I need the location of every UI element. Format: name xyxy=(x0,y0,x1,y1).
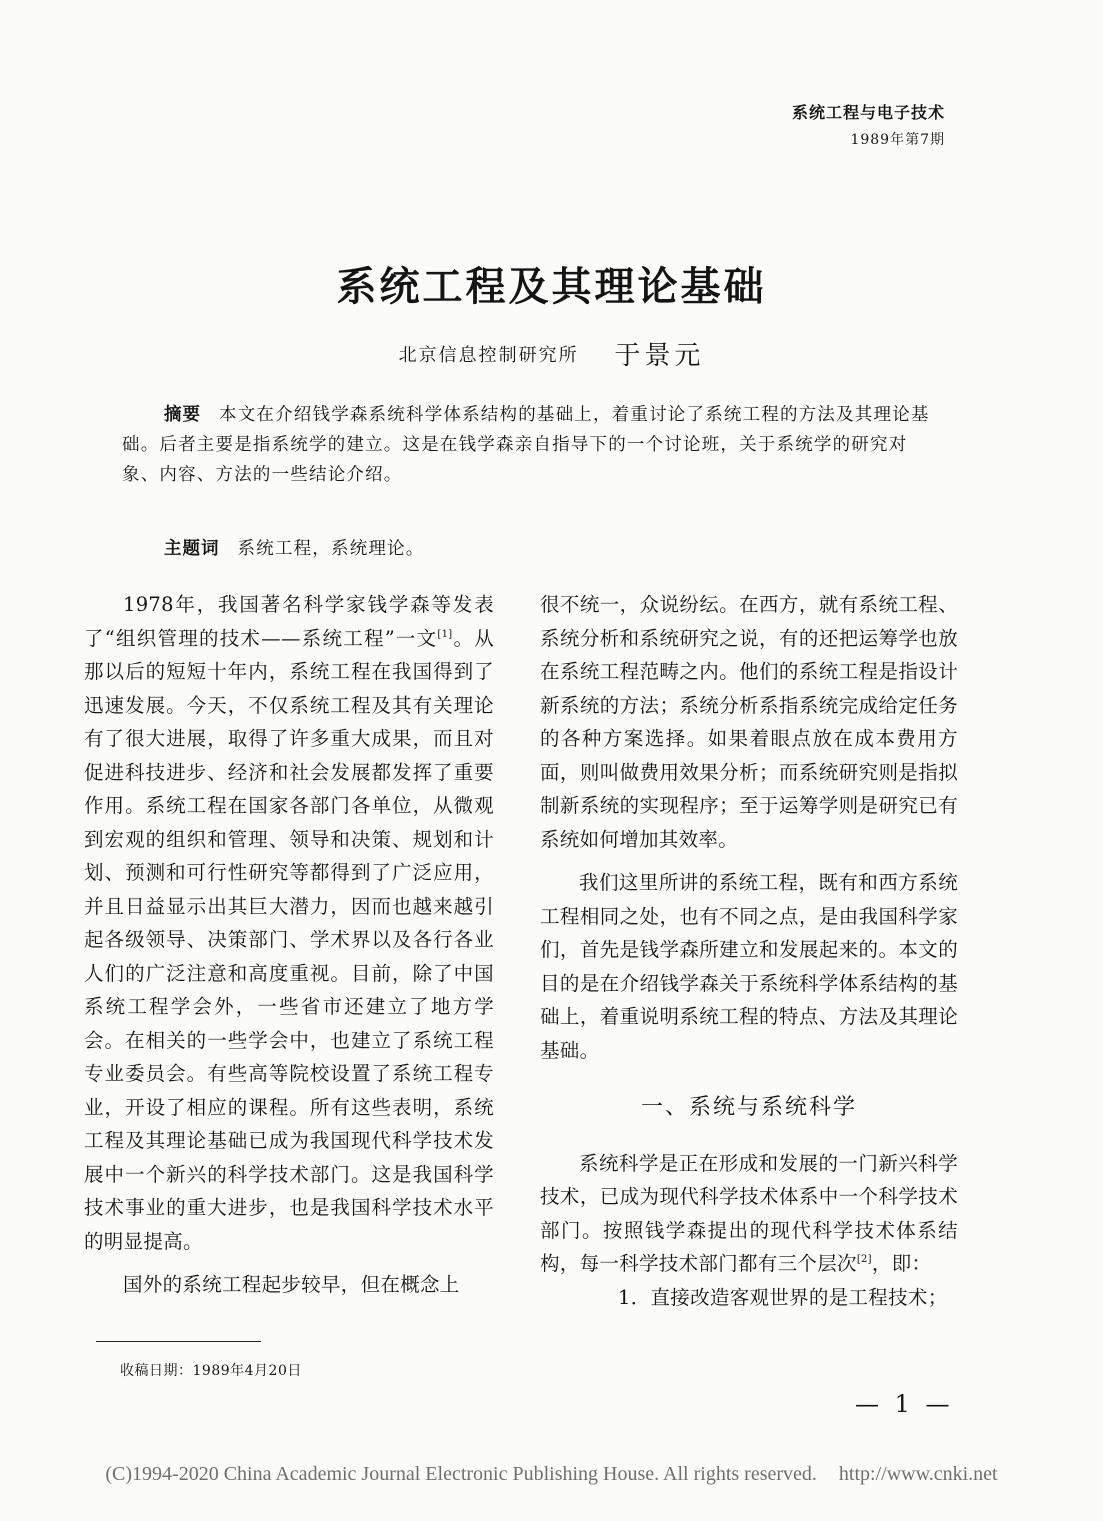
page-number: — 1 — xyxy=(855,1390,954,1418)
paragraph: 国外的系统工程起步较早，但在概念上 xyxy=(123,1273,460,1296)
byline xyxy=(0,335,1103,372)
keywords xyxy=(164,535,425,560)
footnote: 收稿日期：1989年4月20日 xyxy=(120,1363,302,1379)
paragraph-text: 系统科学是正在形成和发展的一门新兴科学技术，已成为现代科学技术体系中一个科学技术部门。按照钱学森提出的现代科学技术体系结构，每一科学技术部门都有三个层次 xyxy=(540,1151,958,1275)
citation-ref: [2] xyxy=(856,1254,872,1265)
left-column xyxy=(84,588,494,1302)
paragraph-text: 1978年，我国著名科学家钱学森等发表了“组织管理的技术——系统工程”一文 xyxy=(84,593,494,650)
journal-header xyxy=(792,100,945,149)
paragraph: 很不统一，众说纷纭。在西方，就有系统工程、系统分析和系统研究之说，有的还把运筹学也放在系统工程范畴之内。他们的系统工程是指设计新系统的方法；系统分析系指系统完成给定任务的各种方案选择。如果着眼点放在成本费用方面，则叫做费用效果分析；而系统研究则是指拟制新系统的实现程序；至于运筹学则是研究已有系统如何增加其效率。 xyxy=(540,593,958,851)
copyright-text: (C)1994-2020 China Academic Journal Electronic Publishing House. All rights reserved. xyxy=(105,1463,817,1485)
keywords-text: 系统工程，系统理论。 xyxy=(237,539,425,559)
copyright-footer xyxy=(0,1463,1103,1486)
abstract-text: 本文在介绍钱学森系统科学体系结构的基础上，着重讨论了系统工程的方法及其理论基础。后者主要是指系统学的建立。这是在钱学森亲自指导下的一个讨论班，关于系统学的研究对象、内容、方法的一些结论介绍。 xyxy=(122,405,930,485)
paragraph-text: ，即： xyxy=(871,1252,932,1275)
footnote-divider xyxy=(96,1341,261,1342)
paragraph xyxy=(540,1147,958,1281)
footer-url: http://www.cnki.net xyxy=(838,1463,998,1485)
keywords-label: 主题词 xyxy=(164,539,220,559)
abstract xyxy=(122,400,942,490)
section-heading: 一、系统与系统科学 xyxy=(640,1095,857,1120)
paragraph-text: 。从那以后的短短十年内，系统工程在我国得到了迅速发展。今天，不仅系统工程及其有关理论有了很大进展，取得了许多重大成果，而且对促进科技进步、经济和社会发展都发挥了重要作用。系统工程在国家各部门各单位，从微观到宏观的组织和管理、领导和决策、规划和计划、预测和可行性研究等都得到了广泛应用，并且日益显示出其巨大潜力，因而也越来越引起各级领导、决策部门、学术界以及各行各业人们的广泛注意和高度重视。目前，除了中国系统工程学会外，一些省市还建立了地方学会。在相关的一些学会中，也建立了系统工程专业委员会。有些高等院校设置了系统工程专业，开设了相应的课程。所有这些表明，系统工程及其理论基础已成为我国现代科学技术发展中一个新兴的科学技术部门。这是我国科学技术事业的重大进步，也是我国科学技术水平的明显提高。 xyxy=(84,626,494,1253)
right-column xyxy=(540,588,958,1314)
abstract-label: 摘要 xyxy=(164,405,201,425)
journal-issue: 1989年第7期 xyxy=(850,132,945,148)
article-title: 系统工程及其理论基础 xyxy=(336,264,767,310)
citation-ref: [1] xyxy=(437,628,453,640)
author-institution: 北京信息控制研究所 xyxy=(398,345,579,366)
author-name: 于景元 xyxy=(614,341,705,371)
paragraph: 我们这里所讲的系统工程，既有和西方系统工程相同之处，也有不同之点，是由我国科学家们，首先是钱学森所建立和发展起来的。本文的目的是在介绍钱学森关于系统科学体系结构的基础上，着重说明系统工程的特点、方法及其理论基础。 xyxy=(540,871,958,1062)
paragraph xyxy=(84,588,494,1258)
journal-name: 系统工程与电子技术 xyxy=(791,103,945,122)
list-item: 1．直接改造客观世界的是工程技术； xyxy=(618,1285,948,1309)
